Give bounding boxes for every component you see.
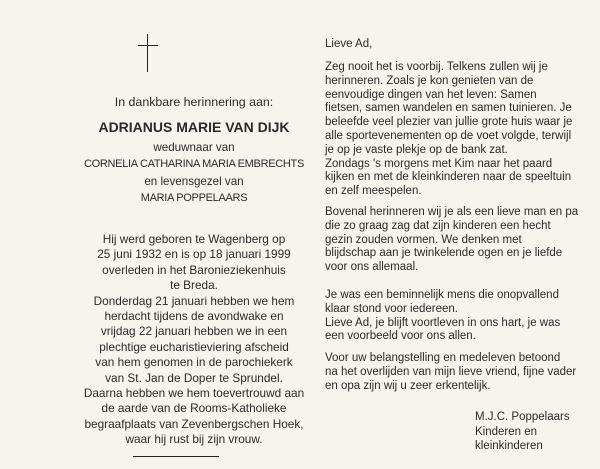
- bio-line: te Breda.: [170, 278, 218, 293]
- bio-line: plechtige eucharistieviering afscheid: [99, 339, 289, 354]
- letter-salutation: [325, 38, 597, 52]
- cross-icon: [138, 34, 158, 72]
- letter-line: fietsen, samen wandelen en samen tuinieren. Je: [325, 102, 572, 115]
- letter-line: klaar stond voor iedereen.: [325, 302, 458, 315]
- bio-line: Hij werd geboren te Wagenberg op: [102, 232, 286, 246]
- letter-line: en zelf meespelen.: [325, 185, 422, 198]
- signature: [475, 410, 570, 454]
- signature-line: Kinderen en: [475, 425, 538, 438]
- relations: [66, 139, 322, 207]
- letter-line: blijdschap aan je twinkelende ogen en je liefde: [325, 247, 563, 260]
- divider: [133, 456, 219, 457]
- relation-line: weduwnaar van: [153, 141, 235, 154]
- letter-line: Voor uw belangstelling en medeleven betoond: [325, 352, 561, 364]
- bio-line: van hem genomen in de parochiekerk: [95, 355, 293, 370]
- letter-paragraph-4: [325, 352, 597, 393]
- letter-line: gezin zouden vormen. We denken met: [325, 233, 522, 246]
- letter-line: Lieve Ad, je blijft voortleven in ons hart, je was: [325, 316, 561, 329]
- letter-line: Zeg nooit het is voorbij. Telkens zullen wij je: [325, 61, 548, 73]
- bio-line: 25 juni 1932 en is op 18 januari 1999: [97, 247, 291, 262]
- bio-line: Daarna hebben we hem toevertrouwd aan: [83, 386, 305, 401]
- letter-line: eenvoudige dingen van het leven: Samen: [325, 88, 537, 101]
- letter-line: beleefde veel plezier van jullie grote huis waar je: [325, 116, 573, 129]
- letter-line: en opa zijn wij u zeer erkentelijk.: [325, 379, 491, 392]
- relation-line: MARIA POPPELAARS: [140, 192, 248, 204]
- letter-paragraph-3: [325, 289, 597, 344]
- letter-line: na het overlijden van mijn lieve vriend, fijne vader: [325, 365, 577, 378]
- bio-line: begraafplaats van Zevenbergschen Hoek,: [84, 416, 304, 431]
- letter-line: kijken en met de kleinkinderen naar de speeltuin: [325, 171, 572, 184]
- letter-line: Zondags 's morgens met Kim naar het paard: [325, 157, 553, 170]
- bio-line: waar hij rust bij zijn vrouw.: [125, 432, 263, 447]
- bio-line: overleden in het Baronieziekenhuis: [102, 262, 286, 277]
- relation-line: en levensgezel van: [144, 175, 244, 188]
- letter-line: die zo graag zag dat zijn kinderen een hecht: [325, 219, 551, 232]
- signature-line: kleinkinderen: [475, 440, 543, 452]
- bio-line: herdacht tijdens de avondwake en: [104, 309, 284, 324]
- bio-line: Donderdag 21 januari hebben we hem: [93, 293, 295, 308]
- letter-line: je op je vaste plekje op de bank zat.: [325, 143, 508, 156]
- bio-line: van St. Jan de Doper te Sprundel.: [105, 370, 283, 385]
- relation-line: CORNELIA CATHARINA MARIA EMBRECHTS: [83, 158, 305, 170]
- letter-line: Bovenal herinneren wij je als een lieve man en pa: [325, 206, 579, 218]
- letter-paragraph-1: [325, 61, 597, 199]
- deceased-name: ADRIANUS MARIE VAN DIJK: [98, 119, 290, 135]
- salutation: Lieve Ad,: [325, 38, 373, 50]
- letter-line: herinneren. Zoals je kon genieten van de: [325, 74, 534, 87]
- bio-line: de aarde van de Rooms-Katholieke: [101, 401, 287, 416]
- letter-line: een voorbeeld voor ons allen.: [325, 330, 476, 343]
- bio-line: vrijdag 22 januari hebben we in een: [100, 324, 288, 339]
- biography: [66, 232, 322, 448]
- intro-text: In dankbare herinnering aan:: [114, 95, 274, 109]
- letter-line: Je was een beminnelijk mens die onopvallend: [325, 289, 559, 301]
- signature-line: M.J.C. Poppelaars: [475, 411, 570, 423]
- letter-line: alle sportevenementen op de voet volgde, terwijl: [325, 129, 572, 142]
- letter-paragraph-2: [325, 206, 597, 275]
- letter-line: voor ons allemaal.: [325, 261, 419, 274]
